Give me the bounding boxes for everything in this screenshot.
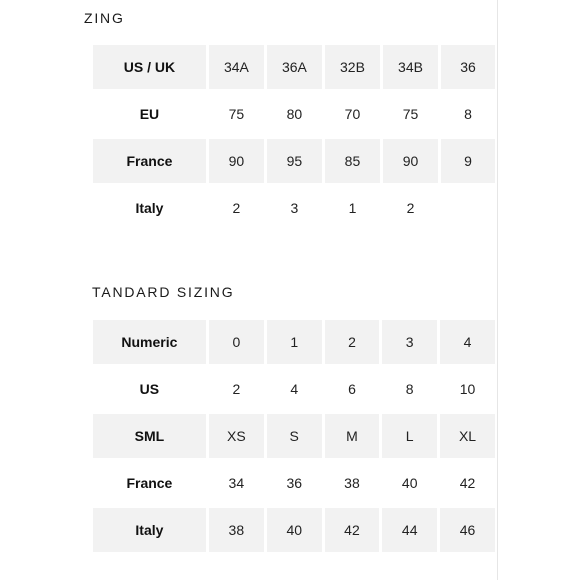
table-cell: 1 [267, 320, 322, 364]
table-cell: 8 [405, 381, 414, 397]
table-cell: 0 [209, 320, 264, 364]
row-label-eu: EU [139, 106, 160, 122]
table-row [93, 320, 495, 364]
table-cell [441, 186, 495, 230]
table-cell: 2 [406, 200, 415, 216]
table-cell: 42 [459, 475, 476, 491]
table-cell: 3 [382, 320, 437, 364]
table-row [93, 508, 495, 552]
row-label-france: France [126, 475, 173, 491]
table-cell: XS [209, 414, 264, 458]
table-cell: 34B [383, 45, 438, 89]
table-row [93, 186, 495, 230]
table-cell: 32B [325, 45, 380, 89]
table-cell: 2 [232, 200, 241, 216]
table-cell: 10 [459, 381, 476, 397]
row-label-france: France [93, 139, 206, 183]
table-cell: 85 [325, 139, 380, 183]
table-cell: M [325, 414, 380, 458]
table-row [93, 45, 495, 89]
table-cell: 34 [228, 475, 245, 491]
table-cell: 70 [344, 106, 361, 122]
row-label-italy: Italy [93, 508, 206, 552]
table-row [93, 139, 495, 183]
table-cell: 90 [383, 139, 438, 183]
table-cell: 2 [232, 381, 241, 397]
sizing-table [90, 42, 498, 233]
table-cell: 34A [209, 45, 264, 89]
table-row [93, 461, 495, 505]
table-cell: XL [440, 414, 495, 458]
table-cell: 46 [440, 508, 495, 552]
table-cell: 95 [267, 139, 322, 183]
table-cell: 4 [440, 320, 495, 364]
row-label-sml: SML [93, 414, 206, 458]
section-title-sizing: ZING [84, 10, 125, 26]
table-cell: S [267, 414, 322, 458]
row-label-italy: Italy [135, 200, 164, 216]
table-cell: 8 [464, 106, 472, 122]
table-cell: 40 [267, 508, 322, 552]
table-cell: L [382, 414, 437, 458]
row-label-numeric: Numeric [93, 320, 206, 364]
table-cell: 36 [286, 475, 303, 491]
table-cell: 38 [209, 508, 264, 552]
table-cell: 9 [441, 139, 495, 183]
section-title-standard-sizing: TANDARD SIZING [92, 284, 235, 300]
table-cell: 80 [286, 106, 303, 122]
table-cell: 42 [325, 508, 380, 552]
table-cell: 40 [401, 475, 418, 491]
table-cell: 75 [402, 106, 419, 122]
table-cell: 3 [290, 200, 299, 216]
table-cell: 4 [290, 381, 299, 397]
table-cell: 44 [382, 508, 437, 552]
table-cell: 2 [325, 320, 380, 364]
table-cell: 36A [267, 45, 322, 89]
row-label-us: US [139, 381, 160, 397]
blank-margin [498, 0, 580, 580]
table-row [93, 367, 495, 411]
standard-sizing-table [90, 317, 498, 555]
table-cell: 1 [348, 200, 357, 216]
table-cell: 38 [344, 475, 360, 491]
table-cell: 36 [441, 45, 495, 89]
table-row [93, 92, 495, 136]
table-cell: 6 [348, 381, 356, 397]
row-label-us-uk: US / UK [93, 45, 206, 89]
table-row [93, 414, 495, 458]
table-cell: 90 [209, 139, 264, 183]
table-cell: 75 [228, 106, 245, 122]
